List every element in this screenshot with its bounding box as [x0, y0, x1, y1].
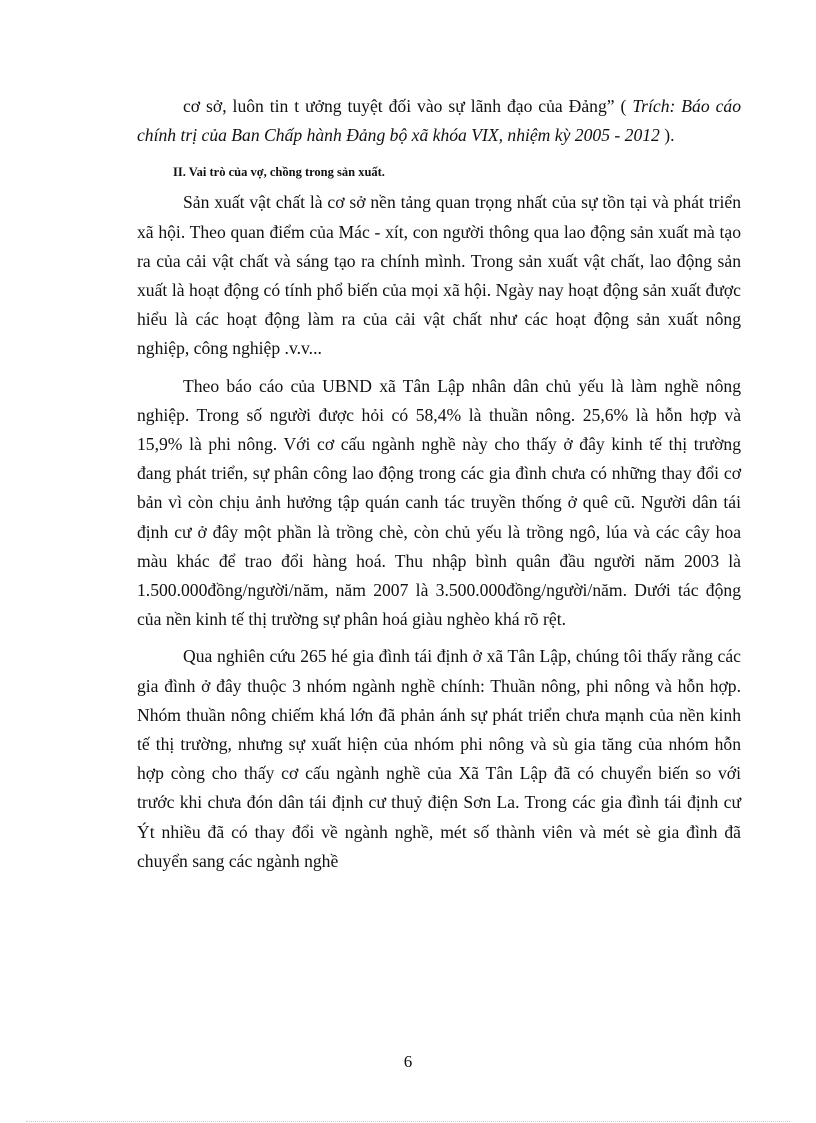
paragraph-continuation — [137, 92, 741, 150]
section-heading: II. Vai trò của vợ, chồng trong sản xuất. — [173, 165, 385, 180]
citation-text: Trích: Báo cáo chính trị của Ban Chấp hành Đảng bộ xã khóa VIX, nhiệm kỳ 2005 - 2012 — [137, 96, 741, 146]
paragraph-continuation-text: cơ sở, luôn tin t ưởng tuyệt đối vào sự lãnh đạo của Đảng” ( — [183, 96, 633, 116]
page-bottom-divider — [26, 1121, 790, 1122]
paragraph-research: Qua nghiên cứu 265 hé gia đình tái định ở xã Tân Lập, chúng tôi thấy rằng các gia đình ở đây thuộc 3 nhóm ngành nghề chính: Thuần nông, phi nông và hỗn hợp. Nhóm thuần nông chiếm khá lớn đã phản ánh sự phát triển chưa mạnh của nền kinh tế thị trường, nhưng sự xuất hiện của nhóm phi nông và sù gia tăng của nhóm hỗn hợp còng cho thấy cơ cấu ngành nghề của Xã Tân Lập đã có chuyển biến so với trước khi chưa đón dân tái định cư thuỷ điện Sơn La. Trong các gia đình tái định cư Ýt nhiều đã có thay đổi về ngành nghề, mét số thành viên và mét sè gia đình đã chuyển sang các ngành nghề — [137, 646, 741, 871]
citation-closing: ). — [659, 125, 675, 146]
paragraph-production: Sản xuất vật chất là cơ sở nền tảng quan trọng nhất của sự tồn tại và phát triển xã hội. Theo quan điểm của Mác - xít, con người thông qua lao động sản xuất mà tạo ra của cải vật chất và sáng tạo ra chính mình. Trong sản xuất vật chất, lao động sản xuất là hoạt động có tính phổ biến của mọi xã hội. Ngày nay hoạt động sản xuất được hiểu là các hoạt động làm ra của cải vật chất như các hoạt động sản xuất nông nghiệp, công nghiệp .v.v... — [137, 192, 741, 359]
body-text — [137, 92, 741, 876]
page-number: 6 — [403, 1052, 413, 1071]
paragraph-report: Theo báo cáo của UBND xã Tân Lập nhân dân chủ yếu là làm nghề nông nghiệp. Trong số người được hỏi có 58,4% là thuần nông. 25,6% là hỗn hợp và 15,9% là phi nông. Với cơ cấu ngành nghề này cho thấy ở đây kinh tế thị trường đang phát triển, sự phân công lao động trong các gia đình chưa có những thay đổi cơ bản vì còn chịu ảnh hưởng tập quán canh tác truyền thống ở quê cũ. Người dân tái định cư ở đây một phần là trồng chè, còn chủ yếu là trồng ngô, lúa và các cây hoa màu khác để trao đổi hàng hoá. Thu nhập bình quân đầu người năm 2003 là 1.500.000đồng/người/năm, năm 2007 là 3.500.000đồng/người/năm. Dưới tác động của nền kinh tế thị trường sự phân hoá giàu nghèo khá rõ rệt. — [137, 375, 741, 630]
